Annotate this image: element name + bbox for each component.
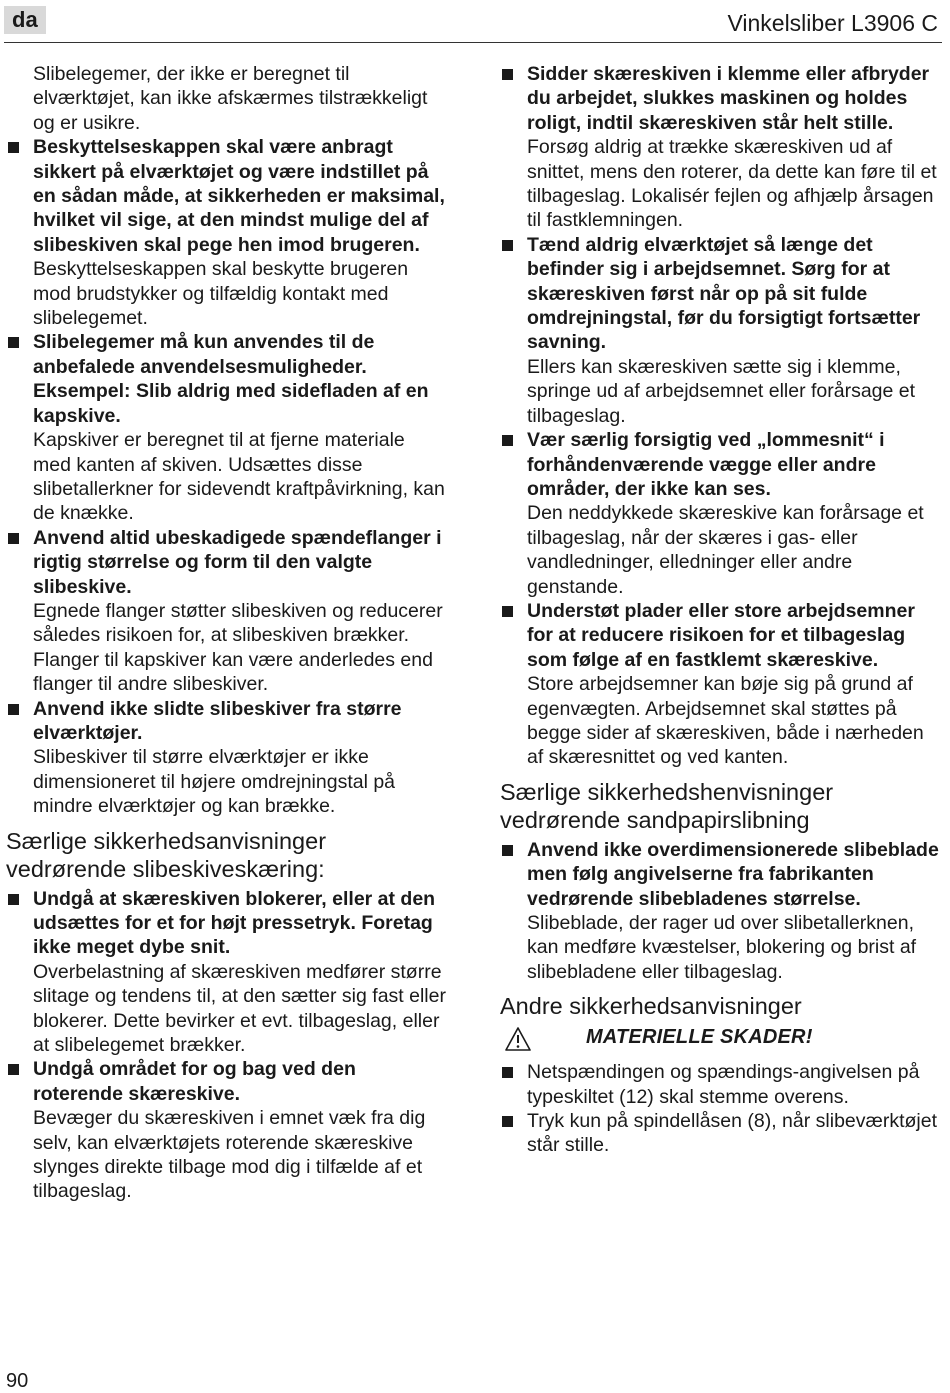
item-title: Slibelegemer må kun anvendes til de anbefalede anvendelsesmuligheder. Eksempel: Slib aldrig med sidefladen af en kapskive. (33, 331, 429, 427)
list-item (6, 526, 446, 697)
section-heading-sanding: Særlige sikkerhedshenvisninger vedrørende sandpapirslibning (500, 778, 834, 833)
section-heading-other: Andre sikkerhedsanvisninger (500, 993, 802, 1020)
bullet-square-icon (502, 1067, 513, 1078)
item-body: Bevæger du skæreskiven i emnet væk fra dig selv, kan elværktøjets roterende skæreskive slynges direkte tilbage mod dig i tilfælde af et tilbageslag. (33, 1107, 426, 1203)
left-column (6, 62, 446, 1204)
bullet-square-icon (8, 142, 19, 153)
page-header (0, 0, 950, 44)
list-item (500, 599, 940, 770)
item-text: Netspændingen og spændings-angivelsen på typeskiltet (12) skal stemme overens. (527, 1061, 920, 1108)
list-item (6, 330, 446, 525)
warning-notice (500, 1024, 940, 1060)
intro-paragraph: Slibelegemer, der ikke er beregnet til elværktøjet, kan ikke afskærmes tilstrækkeligt og er usikre. (33, 63, 428, 134)
list-item (6, 1057, 446, 1203)
bullet-square-icon (8, 337, 19, 348)
bullet-square-icon (502, 845, 513, 856)
warning-label: MATERIELLE SKADER! (586, 1026, 813, 1049)
item-title: Vær særlig forsigtig ved „lommesnit“ i forhåndenværende vægge eller andre områder, der ikke kan ses. (527, 429, 885, 500)
list-item (6, 135, 446, 330)
item-body: Ellers kan skæreskiven sætte sig i klemme, springe ud af arbejdsemnet eller forårsage et tilbageslag. (527, 355, 916, 427)
item-body: Overbelastning af skæreskiven medfører større slitage og tendens til, at den sætter sig fast eller blokerer. Dette bevirker et evt. tilbageslag, eller at slibelegemet brækker. (33, 960, 446, 1057)
list-item (500, 1060, 940, 1109)
item-title: Sidder skæreskiven i klemme eller afbryder du arbejdet, slukkes maskinen og holdes roligt, indtil skæreskiven står helt stille. (527, 63, 930, 134)
item-body: Slibeblade, der rager ud over slibetallerknen, kan medføre kvæstelser, blokering og brist af slibebladene eller tilbageslag. (527, 912, 917, 983)
bullet-square-icon (502, 606, 513, 617)
item-title: Anvend altid ubeskadigede spændeflanger i rigtig størrelse og form til den valgte slibeskive. (33, 526, 442, 598)
list-item (500, 428, 940, 599)
header-divider (4, 42, 942, 43)
list-item (500, 233, 940, 428)
section-heading-cutting: Særlige sikkerhedsanvisninger vedrørende slibeskiveskæring: (6, 827, 327, 882)
right-column (500, 62, 940, 1158)
bullet-square-icon (502, 69, 513, 80)
warning-triangle-icon (504, 1026, 532, 1052)
item-body: Beskyttelseskappen skal beskytte brugeren mod brudstykker og tilfældig kontakt med slibelegemet. (33, 258, 409, 330)
bullet-square-icon (8, 1064, 19, 1075)
list-item (500, 838, 940, 984)
list-item (500, 62, 940, 233)
list-item (500, 1109, 940, 1158)
item-body: Egnede flanger støtter slibeskiven og reducerer således risikoen for, at slibeskiven brækker. Flanger til kapskiver kan være anderledes end flanger til andre slibeskiver. (33, 599, 443, 696)
bullet-square-icon (502, 240, 513, 251)
item-title: Anvend ikke overdimensionerede slibeblade men følg angivelserne fra fabrikanten vedrørende slibebladenes størrelse. (527, 838, 939, 910)
list-item (6, 887, 446, 1058)
item-title: Beskyttelseskappen skal være anbragt sikkert på elværktøjet og være indstillet på en sådan måde, at sikkerheden er maksimal, hvilket vil sige, at den mindst mulige del af slibeskiven skal pege hen imod brugeren. (33, 136, 445, 256)
bullet-square-icon (502, 1116, 513, 1127)
item-title: Anvend ikke slidte slibeskiver fra større elværktøjer. (33, 697, 402, 744)
item-body: Forsøg aldrig at trække skæreskiven ud af snittet, mens den roterer, da dette kan føre til et tilbageslag. Lokalisér fejlen og afhjælp årsagen til fastklemningen. (527, 136, 937, 232)
bullet-square-icon (8, 894, 19, 905)
language-tab: da (4, 6, 46, 34)
list-item (6, 697, 446, 819)
item-body: Kapskiver er beregnet til at fjerne materiale med kanten af skiven. Udsættes disse slibetallerkner for sidevendt kraftpåvirkning, kan de knække. (33, 429, 445, 525)
item-body: Slibeskiver til større elværktøjer er ikke dimensioneret til højere omdrejningstal på mindre elværktøjer og kan brække. (33, 746, 396, 818)
page-number: 90 (6, 1370, 29, 1392)
item-title: Undgå at skæreskiven blokerer, eller at den udsættes for et for højt pressetryk. Foretag ikke meget dybe snit. (33, 887, 436, 959)
bullet-square-icon (8, 704, 19, 715)
item-text: Tryk kun på spindellåsen (8), når slibeværktøjet står stille. (527, 1110, 938, 1157)
item-title: Undgå området for og bag ved den roterende skæreskive. (33, 1058, 356, 1105)
bullet-square-icon (8, 533, 19, 544)
document-title: Vinkelsliber L3906 C (727, 10, 938, 36)
item-title: Understøt plader eller store arbejdsemner for at reducere risikoen for et tilbageslag som følge af en fastklemt skæreskive. (527, 599, 915, 671)
item-body: Den neddykkede skæreskive kan forårsage et tilbageslag, når der skæres i gas- eller vandledninger, elledninger eller andre genstande. (527, 502, 924, 598)
bullet-square-icon (502, 435, 513, 446)
item-body: Store arbejdsemner kan bøje sig på grund af egenvægten. Arbejdsemnet skal støttes på begge sider af skæreskiven, både i nærheden af skæresnittet og ved kanten. (527, 673, 924, 769)
item-title: Tænd aldrig elværktøjet så længe det befinder sig i arbejdsemnet. Sørg for at skæreskiven først når op på sit fulde omdrejningstal, før du forsigtigt fortsætter savning. (527, 233, 921, 354)
